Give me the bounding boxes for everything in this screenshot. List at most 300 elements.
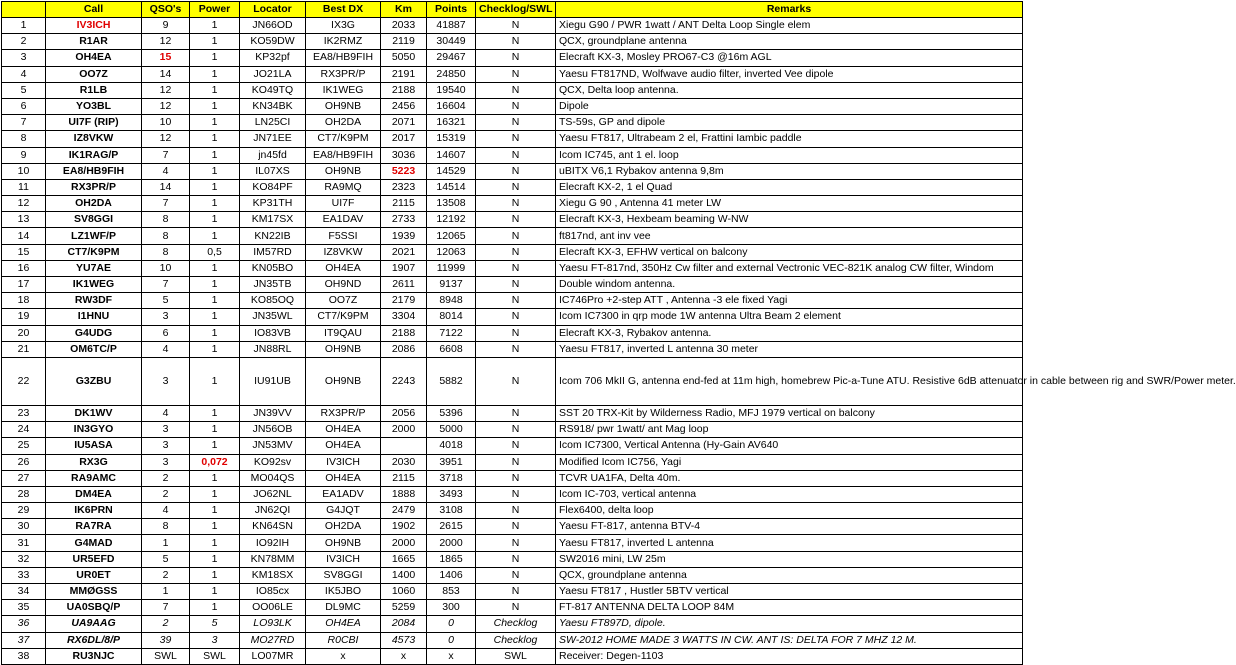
cell-rank: 25 — [2, 438, 46, 454]
cell-rank: 10 — [2, 163, 46, 179]
cell-km: 1060 — [381, 584, 427, 600]
table-row — [2, 325, 1023, 341]
cell-power: 1 — [190, 567, 240, 583]
cell-points: 16604 — [427, 98, 476, 114]
cell-rank: 7 — [2, 115, 46, 131]
cell-best-dx: F5SSI — [306, 228, 381, 244]
cell-best-dx: RX3PR/P — [306, 66, 381, 82]
cell-checklog: N — [476, 98, 556, 114]
cell-rank: 31 — [2, 535, 46, 551]
cell-points: 1865 — [427, 551, 476, 567]
cell-checklog: N — [476, 196, 556, 212]
cell-locator: IO83VB — [240, 325, 306, 341]
cell-rank: 1 — [2, 18, 46, 34]
cell-power: 1 — [190, 341, 240, 357]
table-row — [2, 50, 1023, 66]
cell-call: DK1WV — [46, 405, 142, 421]
cell-checklog: SWL — [476, 648, 556, 664]
table-row — [2, 244, 1023, 260]
cell-call: DM4EA — [46, 486, 142, 502]
cell-rank: 4 — [2, 66, 46, 82]
cell-best-dx: RA9MQ — [306, 179, 381, 195]
cell-points: 19540 — [427, 82, 476, 98]
cell-rank: 11 — [2, 179, 46, 195]
cell-call: UA9AAG — [46, 616, 142, 632]
cell-call: OH4EA — [46, 50, 142, 66]
cell-qsos: 39 — [142, 632, 190, 648]
cell-locator: JO21LA — [240, 66, 306, 82]
cell-points: 3493 — [427, 486, 476, 502]
cell-best-dx: OH2DA — [306, 519, 381, 535]
table-row — [2, 551, 1023, 567]
cell-best-dx: DL9MC — [306, 600, 381, 616]
cell-power: 1 — [190, 309, 240, 325]
cell-checklog: N — [476, 600, 556, 616]
cell-rank: 28 — [2, 486, 46, 502]
cell-best-dx: OH4EA — [306, 616, 381, 632]
cell-checklog: N — [476, 454, 556, 470]
cell-checklog: N — [476, 50, 556, 66]
cell-rank: 16 — [2, 260, 46, 276]
cell-checklog: N — [476, 405, 556, 421]
cell-checklog: N — [476, 341, 556, 357]
cell-qsos: 5 — [142, 293, 190, 309]
cell-points: 2000 — [427, 535, 476, 551]
cell-locator: KO49TQ — [240, 82, 306, 98]
cell-best-dx: OH4EA — [306, 260, 381, 276]
cell-call: R1LB — [46, 82, 142, 98]
cell-locator: KN78MM — [240, 551, 306, 567]
cell-power: 1 — [190, 34, 240, 50]
cell-checklog: N — [476, 212, 556, 228]
cell-best-dx: IK2RMZ — [306, 34, 381, 50]
cell-power: 1 — [190, 98, 240, 114]
header-locator: Locator — [240, 2, 306, 18]
cell-remarks: SW2016 mini, LW 25m — [556, 551, 1023, 567]
cell-locator: JN35WL — [240, 309, 306, 325]
cell-rank: 12 — [2, 196, 46, 212]
cell-call: MMØGSS — [46, 584, 142, 600]
cell-locator: KN05BO — [240, 260, 306, 276]
cell-qsos: 3 — [142, 438, 190, 454]
cell-remarks: QCX, groundplane antenna — [556, 567, 1023, 583]
cell-checklog: N — [476, 535, 556, 551]
cell-call: IZ8VKW — [46, 131, 142, 147]
cell-power: 1 — [190, 260, 240, 276]
table-row — [2, 309, 1023, 325]
cell-km: 2733 — [381, 212, 427, 228]
cell-best-dx: IX3G — [306, 18, 381, 34]
cell-checklog: N — [476, 179, 556, 195]
cell-remarks: Flex6400, delta loop — [556, 503, 1023, 519]
cell-rank: 19 — [2, 309, 46, 325]
cell-qsos: 2 — [142, 470, 190, 486]
cell-power: 1 — [190, 470, 240, 486]
cell-km: 5050 — [381, 50, 427, 66]
cell-power: 1 — [190, 519, 240, 535]
cell-km: 2191 — [381, 66, 427, 82]
cell-points: 2615 — [427, 519, 476, 535]
cell-km: 2188 — [381, 325, 427, 341]
cell-best-dx: CT7/K9PM — [306, 309, 381, 325]
cell-locator: KN64SN — [240, 519, 306, 535]
cell-points: 300 — [427, 600, 476, 616]
cell-call: OO7Z — [46, 66, 142, 82]
cell-locator: KO59DW — [240, 34, 306, 50]
cell-power: 1 — [190, 293, 240, 309]
cell-best-dx: IT9QAU — [306, 325, 381, 341]
table-row — [2, 66, 1023, 82]
cell-call: RX3G — [46, 454, 142, 470]
table-row — [2, 567, 1023, 583]
table-row — [2, 293, 1023, 309]
cell-checklog: N — [476, 293, 556, 309]
cell-locator: KO84PF — [240, 179, 306, 195]
table-row — [2, 147, 1023, 163]
cell-points: 41887 — [427, 18, 476, 34]
cell-points: 5396 — [427, 405, 476, 421]
cell-power: 1 — [190, 147, 240, 163]
cell-remarks: Icom IC745, ant 1 el. loop — [556, 147, 1023, 163]
cell-power: 1 — [190, 325, 240, 341]
cell-points: 5882 — [427, 357, 476, 405]
cell-best-dx: OO7Z — [306, 293, 381, 309]
table-row — [2, 405, 1023, 421]
cell-locator: IO85cx — [240, 584, 306, 600]
cell-points: 0 — [427, 632, 476, 648]
cell-remarks: Yaesu FT817, Ultrabeam 2 el, Frattini Iambic paddle — [556, 131, 1023, 147]
cell-km: 2021 — [381, 244, 427, 260]
cell-rank: 14 — [2, 228, 46, 244]
cell-points: 12063 — [427, 244, 476, 260]
cell-call: YU7AE — [46, 260, 142, 276]
cell-km: 2323 — [381, 179, 427, 195]
cell-qsos: 12 — [142, 131, 190, 147]
cell-call: RX6DL/8/P — [46, 632, 142, 648]
cell-points: 14607 — [427, 147, 476, 163]
cell-remarks: Elecraft KX-3, Hexbeam beaming W-NW — [556, 212, 1023, 228]
cell-rank: 32 — [2, 551, 46, 567]
cell-best-dx: OH9NB — [306, 163, 381, 179]
header-best-dx: Best DX — [306, 2, 381, 18]
cell-call: LZ1WF/P — [46, 228, 142, 244]
cell-qsos: 4 — [142, 405, 190, 421]
cell-locator: LO93LK — [240, 616, 306, 632]
cell-power: 1 — [190, 551, 240, 567]
table-row — [2, 584, 1023, 600]
cell-qsos: 7 — [142, 600, 190, 616]
table-row — [2, 357, 1023, 405]
cell-points: 5000 — [427, 422, 476, 438]
cell-km: 2456 — [381, 98, 427, 114]
cell-qsos: 12 — [142, 98, 190, 114]
cell-remarks: Dipole — [556, 98, 1023, 114]
cell-locator: IL07XS — [240, 163, 306, 179]
cell-points: 7122 — [427, 325, 476, 341]
cell-qsos: 12 — [142, 82, 190, 98]
cell-locator: MO27RD — [240, 632, 306, 648]
cell-best-dx: OH9ND — [306, 277, 381, 293]
cell-best-dx: OH2DA — [306, 115, 381, 131]
cell-remarks: FT-817 ANTENNA DELTA LOOP 84M — [556, 600, 1023, 616]
cell-qsos: 2 — [142, 567, 190, 583]
cell-locator: JN66OD — [240, 18, 306, 34]
cell-qsos: 14 — [142, 179, 190, 195]
cell-rank: 33 — [2, 567, 46, 583]
table-row — [2, 163, 1023, 179]
cell-rank: 36 — [2, 616, 46, 632]
cell-qsos: 7 — [142, 277, 190, 293]
cell-rank: 22 — [2, 357, 46, 405]
table-row — [2, 438, 1023, 454]
table-row — [2, 98, 1023, 114]
cell-remarks: Xiegu G 90 , Antenna 41 meter LW — [556, 196, 1023, 212]
cell-call: OM6TC/P — [46, 341, 142, 357]
cell-rank: 29 — [2, 503, 46, 519]
cell-best-dx: OH9NB — [306, 535, 381, 551]
cell-call: OH2DA — [46, 196, 142, 212]
cell-km: 2084 — [381, 616, 427, 632]
cell-power: 1 — [190, 66, 240, 82]
cell-best-dx: G4JQT — [306, 503, 381, 519]
cell-locator: KN22IB — [240, 228, 306, 244]
cell-locator: LO07MR — [240, 648, 306, 664]
cell-remarks: SST 20 TRX-Kit by Wilderness Radio, MFJ 1979 vertical on balcony — [556, 405, 1023, 421]
table-row — [2, 341, 1023, 357]
cell-locator: LN25CI — [240, 115, 306, 131]
table-row — [2, 131, 1023, 147]
cell-points: 3718 — [427, 470, 476, 486]
cell-points: 8014 — [427, 309, 476, 325]
cell-qsos: 9 — [142, 18, 190, 34]
cell-remarks: Icom IC7300 in qrp mode 1W antenna Ultra Beam 2 element — [556, 309, 1023, 325]
cell-km: 2611 — [381, 277, 427, 293]
cell-km: 2086 — [381, 341, 427, 357]
cell-km: 2179 — [381, 293, 427, 309]
cell-rank: 15 — [2, 244, 46, 260]
cell-points: 13508 — [427, 196, 476, 212]
cell-km: 2479 — [381, 503, 427, 519]
cell-call: R1AR — [46, 34, 142, 50]
cell-qsos: 1 — [142, 535, 190, 551]
cell-power: 1 — [190, 405, 240, 421]
cell-best-dx: OH9NB — [306, 341, 381, 357]
cell-km: x — [381, 648, 427, 664]
cell-call: RX3PR/P — [46, 179, 142, 195]
cell-remarks: Yaesu FT817ND, Wolfwave audio filter, inverted Vee dipole — [556, 66, 1023, 82]
cell-km: 1939 — [381, 228, 427, 244]
table-row — [2, 34, 1023, 50]
table-row — [2, 632, 1023, 648]
cell-call: UR5EFD — [46, 551, 142, 567]
cell-call: G4MAD — [46, 535, 142, 551]
cell-km: 2188 — [381, 82, 427, 98]
cell-call: G4UDG — [46, 325, 142, 341]
cell-km: 1902 — [381, 519, 427, 535]
cell-locator: JO62NL — [240, 486, 306, 502]
cell-locator: JN88RL — [240, 341, 306, 357]
cell-points: 9137 — [427, 277, 476, 293]
header-points: Points — [427, 2, 476, 18]
cell-best-dx: IV3ICH — [306, 454, 381, 470]
cell-qsos: SWL — [142, 648, 190, 664]
cell-locator: IM57RD — [240, 244, 306, 260]
table-row — [2, 616, 1023, 632]
cell-points: 15319 — [427, 131, 476, 147]
table-row — [2, 600, 1023, 616]
cell-remarks: Yaesu FT817, inverted L antenna 30 meter — [556, 341, 1023, 357]
cell-remarks: Elecraft KX-2, 1 el Quad — [556, 179, 1023, 195]
cell-qsos: 7 — [142, 147, 190, 163]
cell-best-dx: OH4EA — [306, 438, 381, 454]
cell-km: 1888 — [381, 486, 427, 502]
cell-power: 1 — [190, 277, 240, 293]
cell-rank: 13 — [2, 212, 46, 228]
cell-call: SV8GGI — [46, 212, 142, 228]
cell-km: 2243 — [381, 357, 427, 405]
cell-rank: 34 — [2, 584, 46, 600]
cell-km: 2056 — [381, 405, 427, 421]
cell-call: IN3GYO — [46, 422, 142, 438]
cell-locator: IU91UB — [240, 357, 306, 405]
table-row — [2, 503, 1023, 519]
cell-checklog: N — [476, 34, 556, 50]
cell-locator: KO92sv — [240, 454, 306, 470]
cell-rank: 2 — [2, 34, 46, 50]
cell-best-dx: IK1WEG — [306, 82, 381, 98]
cell-best-dx: EA1ADV — [306, 486, 381, 502]
cell-locator: KN34BK — [240, 98, 306, 114]
cell-points: 12065 — [427, 228, 476, 244]
cell-call: IV3ICH — [46, 18, 142, 34]
cell-checklog: N — [476, 147, 556, 163]
cell-rank: 3 — [2, 50, 46, 66]
cell-points: 16321 — [427, 115, 476, 131]
cell-points: 3951 — [427, 454, 476, 470]
cell-rank: 35 — [2, 600, 46, 616]
cell-rank: 6 — [2, 98, 46, 114]
cell-points: x — [427, 648, 476, 664]
cell-best-dx: R0CBI — [306, 632, 381, 648]
cell-best-dx: EA8/HB9FIH — [306, 147, 381, 163]
table-row — [2, 422, 1023, 438]
cell-remarks: Yaesu FT-817, antenna BTV-4 — [556, 519, 1023, 535]
cell-locator: OO06LE — [240, 600, 306, 616]
cell-remarks: Yaesu FT817, inverted L antenna — [556, 535, 1023, 551]
cell-checklog: N — [476, 567, 556, 583]
cell-remarks: Icom 706 MkII G, antenna end-fed at 11m high, homebrew Pic-a-Tune ATU. Resistive 6dB attenuator in cable between rig and SWR/Power meter. — [556, 357, 1023, 405]
cell-qsos: 8 — [142, 244, 190, 260]
cell-qsos: 4 — [142, 503, 190, 519]
cell-remarks: Elecraft KX-3, EFHW vertical on balcony — [556, 244, 1023, 260]
cell-locator: KM17SX — [240, 212, 306, 228]
cell-qsos: 2 — [142, 486, 190, 502]
cell-remarks: Yaesu FT-817nd, 350Hz Cw filter and external Vectronic VEC-821K analog CW filter, Windom — [556, 260, 1023, 276]
cell-power: 1 — [190, 486, 240, 502]
cell-call: EA8/HB9FIH — [46, 163, 142, 179]
cell-km: 3304 — [381, 309, 427, 325]
cell-power: 1 — [190, 196, 240, 212]
cell-km: 1400 — [381, 567, 427, 583]
cell-km: 2071 — [381, 115, 427, 131]
cell-points: 30449 — [427, 34, 476, 50]
table-row — [2, 212, 1023, 228]
cell-checklog: N — [476, 228, 556, 244]
cell-checklog: N — [476, 357, 556, 405]
cell-power: 1 — [190, 228, 240, 244]
cell-km: 2030 — [381, 454, 427, 470]
cell-power: 1 — [190, 50, 240, 66]
cell-power: 1 — [190, 18, 240, 34]
cell-remarks: TCVR UA1FA, Delta 40m. — [556, 470, 1023, 486]
cell-points: 8948 — [427, 293, 476, 309]
cell-power: 1 — [190, 438, 240, 454]
cell-best-dx: IZ8VKW — [306, 244, 381, 260]
table-row — [2, 82, 1023, 98]
cell-power: 1 — [190, 584, 240, 600]
cell-locator: JN39VV — [240, 405, 306, 421]
cell-checklog: N — [476, 438, 556, 454]
cell-km: 2000 — [381, 422, 427, 438]
cell-remarks: Modified Icom IC756, Yagi — [556, 454, 1023, 470]
cell-checklog: Checklog — [476, 632, 556, 648]
cell-call: IK1WEG — [46, 277, 142, 293]
cell-call: UR0ET — [46, 567, 142, 583]
cell-km: 5223 — [381, 163, 427, 179]
cell-rank: 38 — [2, 648, 46, 664]
table-body — [2, 18, 1236, 665]
cell-remarks: Double windom antenna. — [556, 277, 1023, 293]
cell-power: 1 — [190, 82, 240, 98]
cell-checklog: N — [476, 551, 556, 567]
cell-qsos: 3 — [142, 357, 190, 405]
cell-points: 14529 — [427, 163, 476, 179]
cell-call: YO3BL — [46, 98, 142, 114]
cell-power: 1 — [190, 163, 240, 179]
cell-qsos: 7 — [142, 196, 190, 212]
cell-locator: JN71EE — [240, 131, 306, 147]
cell-best-dx: EA1DAV — [306, 212, 381, 228]
cell-remarks: Elecraft KX-3, Mosley PRO67-C3 @16m AGL — [556, 50, 1023, 66]
cell-power: 3 — [190, 632, 240, 648]
cell-power: 1 — [190, 535, 240, 551]
cell-km — [381, 438, 427, 454]
cell-best-dx: RX3PR/P — [306, 405, 381, 421]
cell-locator: IO92IH — [240, 535, 306, 551]
cell-best-dx: IK5JBO — [306, 584, 381, 600]
cell-qsos: 3 — [142, 454, 190, 470]
cell-remarks: Elecraft KX-3, Rybakov antenna. — [556, 325, 1023, 341]
cell-remarks: QCX, groundplane antenna — [556, 34, 1023, 50]
cell-locator: MO04QS — [240, 470, 306, 486]
cell-km: 1665 — [381, 551, 427, 567]
cell-remarks: Yaesu FT817 , Hustler 5BTV vertical — [556, 584, 1023, 600]
cell-rank: 23 — [2, 405, 46, 421]
header-checklog: Checklog/SWL — [476, 2, 556, 18]
cell-qsos: 8 — [142, 519, 190, 535]
cell-best-dx: x — [306, 648, 381, 664]
cell-power: 1 — [190, 357, 240, 405]
table-row — [2, 228, 1023, 244]
cell-points: 3108 — [427, 503, 476, 519]
cell-power: 0,072 — [190, 454, 240, 470]
cell-best-dx: EA8/HB9FIH — [306, 50, 381, 66]
cell-km: 2119 — [381, 34, 427, 50]
cell-rank: 24 — [2, 422, 46, 438]
table-row — [2, 535, 1023, 551]
cell-call: UA0SBQ/P — [46, 600, 142, 616]
cell-remarks: ft817nd, ant inv vee — [556, 228, 1023, 244]
